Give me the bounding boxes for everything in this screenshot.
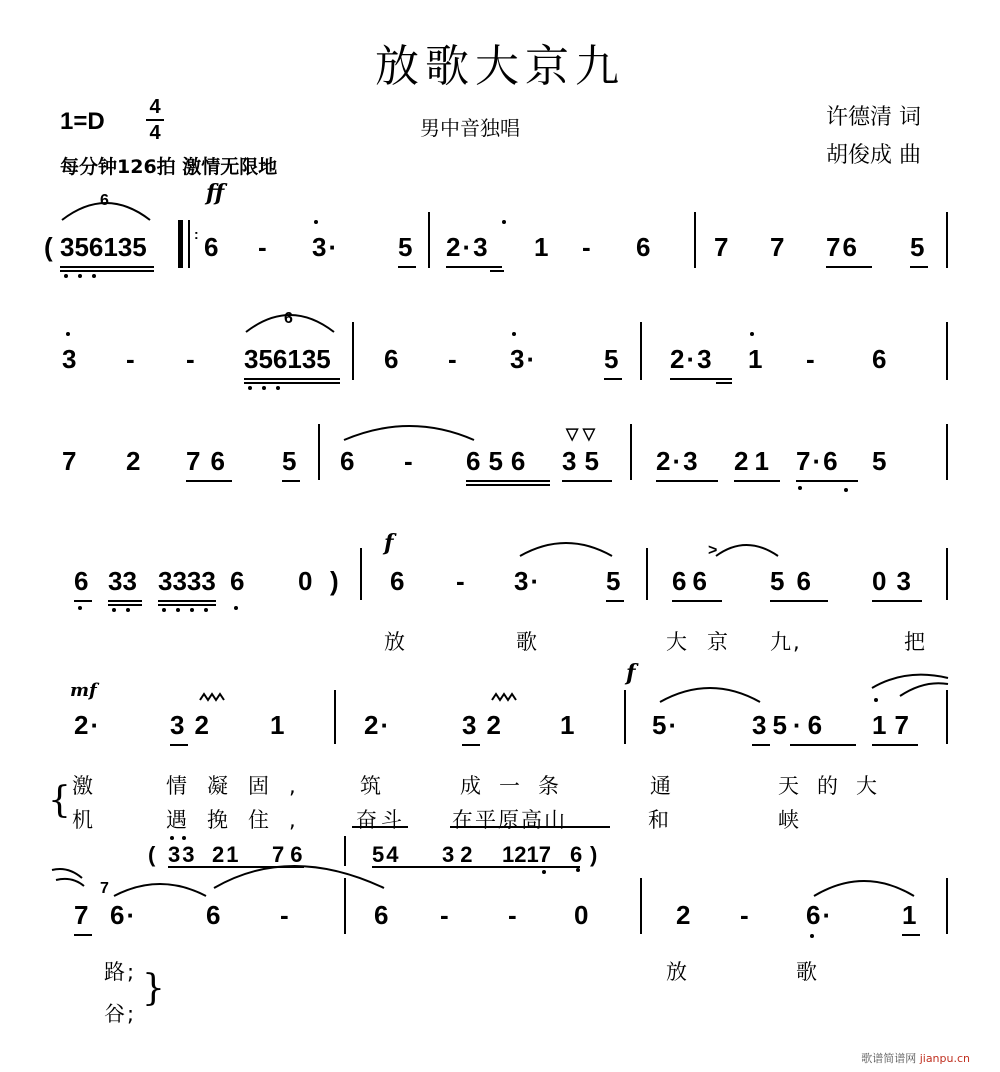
slur	[900, 683, 948, 696]
tempo-marking: 每分钟126拍 激情无限地	[60, 156, 278, 178]
watermark[interactable]	[861, 1050, 970, 1066]
s1-m1-n4: 5	[398, 232, 415, 262]
s4-m3-n3: 03	[872, 566, 921, 596]
s2-m2-n2: -	[448, 344, 459, 374]
octave-dot	[502, 220, 506, 224]
s2-m3-n2: 1	[748, 344, 765, 374]
lyric-verse1: 情凝固,	[166, 774, 316, 798]
lyric: 歌	[516, 630, 539, 654]
octave-dot	[78, 606, 82, 610]
s5-m3-n1: 5·	[652, 710, 680, 740]
s1-m3-n2: 7	[770, 232, 787, 262]
s3-m2-n2: -	[404, 446, 415, 476]
octave-dot	[170, 836, 174, 840]
octave-dot	[234, 606, 238, 610]
ornament-six: 6	[100, 192, 109, 209]
octave-dot	[204, 608, 208, 612]
s4-m2-n3: 3·	[514, 566, 542, 596]
octave-dot	[182, 836, 186, 840]
octave-dot	[162, 608, 166, 612]
octave-dot	[66, 332, 70, 336]
accomp-close-paren: )	[590, 842, 598, 867]
mordent	[492, 694, 516, 700]
accent-mark: >	[708, 542, 718, 559]
lyric-verse2: 奋斗	[356, 808, 406, 832]
lyric: 放	[384, 630, 407, 654]
s4-m2-n4: 5	[606, 566, 623, 596]
s4-m1-n3: 3333	[158, 566, 216, 596]
octave-dot	[810, 934, 814, 938]
grace-lines	[56, 879, 84, 886]
s4-m1-n4: 6	[230, 566, 247, 596]
s4-m2-n2: -	[456, 566, 467, 596]
lyric-verse2: 机	[72, 808, 95, 832]
slur	[114, 884, 206, 896]
s1-m2-n3: -	[582, 232, 593, 262]
accomp-m1-n2: 21	[212, 842, 241, 867]
verse-brace: {	[48, 780, 71, 821]
dynamic-mf: mf	[70, 680, 97, 701]
lyric: 把	[904, 630, 927, 654]
s5-m1-n1: 2·	[74, 710, 102, 740]
s6-m3-n3: 6·	[806, 900, 834, 930]
slur	[344, 426, 474, 440]
intro-notes: 356135	[60, 232, 147, 262]
intro-paren: (	[44, 232, 53, 262]
lyric-verse1: 歌	[796, 960, 819, 984]
s2-m2-n3: 3·	[510, 344, 538, 374]
s3-m1-n2: 2	[126, 446, 143, 476]
s5-m2-n1: 2·	[364, 710, 392, 740]
s5-m3-n3: 17	[872, 710, 917, 740]
octave-dot	[512, 332, 516, 336]
s6-m1-n2: 6·	[110, 900, 138, 930]
octave-dot	[248, 386, 252, 390]
accomp-m2-n2: 32	[442, 842, 479, 867]
key-signature: 1=D	[60, 108, 105, 135]
octave-dot	[262, 386, 266, 390]
lyric-verse2: 和	[648, 808, 671, 832]
octave-dot	[314, 220, 318, 224]
s5-m3-n2: 35·6	[752, 710, 829, 740]
lyric-verse1: 放	[666, 960, 689, 984]
slur	[660, 688, 760, 702]
repeat-dots: :	[194, 226, 201, 242]
octave-dot	[542, 870, 546, 874]
s3-m2-n4: 35	[562, 446, 607, 476]
intro-close-paren: )	[330, 566, 339, 596]
lyric-verse2: 遇挽住,	[166, 808, 316, 832]
lyricist-credit: 许德清 词	[826, 105, 921, 130]
accomp-m2-n3: 1217	[502, 842, 551, 867]
lyric-verse1: 筑	[360, 774, 383, 798]
s6-m1-n4: -	[280, 900, 291, 930]
s2-m2-n1: 6	[384, 344, 401, 374]
lyric-verse1: 路;	[104, 960, 137, 984]
s4-m3-n1: 66	[672, 566, 713, 596]
s4-m3-n2: 56	[770, 566, 823, 596]
s1-m2-n2: 1	[534, 232, 551, 262]
s1-m1-n3: 3·	[312, 232, 340, 262]
s1-m3-n1: 7	[714, 232, 731, 262]
s2-m2-n4: 5	[604, 344, 621, 374]
s3-m3-n1: 2·3	[656, 446, 700, 476]
s1-m1-n1: 6	[204, 232, 221, 262]
slur	[520, 543, 612, 556]
octave-dot	[78, 274, 82, 278]
grace-lines	[52, 869, 82, 878]
s3-m2-n1: 6	[340, 446, 357, 476]
slur	[214, 866, 384, 888]
s1-m1-n2: -	[258, 232, 269, 262]
octave-dot	[126, 608, 130, 612]
s3-m1-n1: 7	[62, 446, 79, 476]
dynamic-f: f	[626, 660, 636, 686]
s2-m3-n4: 6	[872, 344, 889, 374]
s2-m1-n4: 356135	[244, 344, 331, 374]
composer-credit: 胡俊成 曲	[826, 143, 921, 168]
s3-m3-n3: 7·6	[796, 446, 840, 476]
octave-dot	[92, 274, 96, 278]
page-title: 放歌大京九	[375, 41, 625, 92]
s4-m1-n2: 33	[108, 566, 137, 596]
slur	[246, 315, 334, 332]
watermark-text: 歌谱简谱网	[861, 1052, 917, 1065]
s3-m3-n2: 21	[734, 446, 775, 476]
octave-dot	[176, 608, 180, 612]
s6-m2-n1: 6	[374, 900, 391, 930]
s6-m1-n3: 6	[206, 900, 223, 930]
slur	[716, 545, 778, 556]
octave-dot	[112, 608, 116, 612]
s6-m3-n4: 1	[902, 900, 919, 930]
time-numerator: 4	[149, 96, 161, 118]
lyric: 九,	[770, 630, 802, 654]
accomp-m1-n1: 33	[168, 842, 197, 867]
mordent	[200, 694, 224, 700]
s6-m3-n2: -	[740, 900, 751, 930]
s2-m3-n1: 2·3	[670, 344, 714, 374]
s6-m2-n4: 0	[574, 900, 591, 930]
s1-m3-n4: 5	[910, 232, 927, 262]
lyric-verse1: 激	[72, 774, 95, 798]
s2-m1-n2: -	[126, 344, 137, 374]
lyric-verse2: 在平原高山	[452, 808, 567, 832]
s3-m1-n4: 5	[282, 446, 299, 476]
lyric: 大京	[666, 630, 748, 654]
time-denominator: 4	[149, 122, 161, 144]
lyric-verse1: 天的大	[778, 774, 895, 798]
lyric-verse1: 成一条	[460, 774, 577, 798]
s5-m2-n3: 1	[560, 710, 577, 740]
accent-mark: ▽ ▽	[566, 426, 596, 443]
octave-dot	[276, 386, 280, 390]
octave-dot	[750, 332, 754, 336]
lyric-verse2: 峡	[778, 808, 801, 832]
watermark-domain: jianpu.cn	[919, 1052, 970, 1065]
grace-note: 7	[100, 880, 109, 897]
s4-m1-n5: 0	[298, 566, 315, 596]
s2-m3-n3: -	[806, 344, 817, 374]
s6-m2-n2: -	[440, 900, 451, 930]
octave-dot	[798, 486, 802, 490]
accomp-open-paren: (	[148, 842, 156, 867]
s6-m3-n1: 2	[676, 900, 693, 930]
slur	[62, 203, 150, 220]
s2-m1-n1: 3	[62, 344, 79, 374]
subtitle: 男中音独唱	[420, 116, 520, 140]
dynamic-f: f	[384, 530, 394, 556]
accomp-m2-n4: 6	[570, 842, 583, 867]
lyric-verse2: 谷;	[104, 1002, 137, 1026]
slur	[814, 881, 914, 896]
verse-brace-close: }	[142, 968, 165, 1009]
slur	[872, 675, 948, 688]
s3-m1-n3: 76	[186, 446, 235, 476]
s3-m2-n3: 656	[466, 446, 534, 476]
dynamic-ff: ff	[206, 180, 225, 206]
octave-dot	[190, 608, 194, 612]
s4-m1-n1: 6	[74, 566, 91, 596]
octave-dot	[576, 868, 580, 872]
s1-m2-n4: 6	[636, 232, 653, 262]
octave-dot	[64, 274, 68, 278]
s2-m1-n3: -	[186, 344, 197, 374]
s5-m2-n2: 32	[462, 710, 511, 740]
s4-m2-n1: 6	[390, 566, 407, 596]
s1-m3-n3: 76	[826, 232, 859, 262]
s1-m2-n1: 2·3	[446, 232, 490, 262]
accomp-m1-n3: 76	[272, 842, 309, 867]
accomp-m2-n1: 54	[372, 842, 401, 867]
s6-m1-n1: 7	[74, 900, 91, 930]
ornament-six: 6	[284, 310, 293, 327]
s5-m1-n2: 32	[170, 710, 219, 740]
s6-m2-n3: -	[508, 900, 519, 930]
octave-dot	[874, 698, 878, 702]
s5-m1-n3: 1	[270, 710, 287, 740]
lyric-verse1: 通	[650, 774, 673, 798]
octave-dot	[844, 488, 848, 492]
s3-m3-n4: 5	[872, 446, 889, 476]
